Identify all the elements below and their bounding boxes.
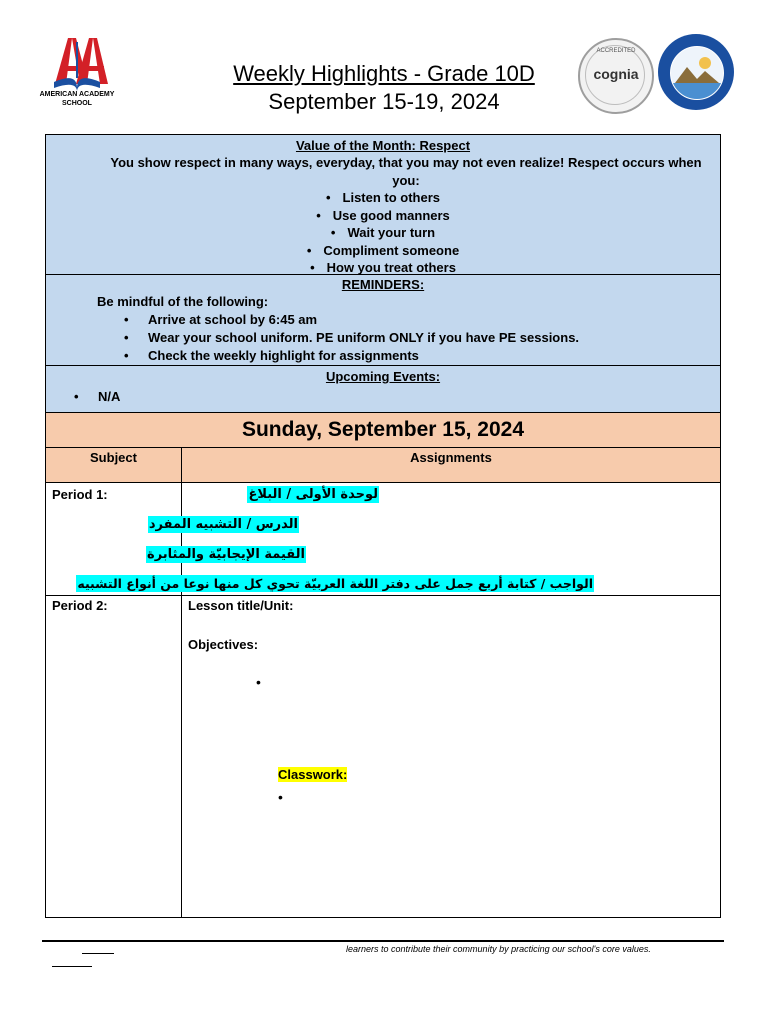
period-1-line-1: لوحدة الأولى / البلاغ <box>248 487 378 502</box>
reminders-intro: Be mindful of the following: <box>97 294 269 309</box>
value-list <box>46 189 720 277</box>
cognia-name: cognia <box>593 66 639 82</box>
objectives-bullet: • <box>256 674 261 690</box>
classwork-label: Classwork: <box>278 767 348 782</box>
value-item: • Listen to others <box>46 189 720 207</box>
value-item: • Wait your turn <box>46 224 720 242</box>
day-heading-row <box>46 413 720 448</box>
value-item: • Use good manners <box>46 207 720 225</box>
value-intro: You show respect in many ways, everyday, that you may not even realize! Respect occurs when you: <box>110 155 702 188</box>
classwork-bullet: • <box>278 789 283 805</box>
value-item: • How you treat others <box>46 259 720 277</box>
reminder-item: • Wear your school uniform. PE uniform ONLY if you have PE sessions. <box>96 329 720 347</box>
upcoming-list <box>46 388 720 406</box>
title-line-1: Weekly Highlights - Grade 10D <box>233 61 535 86</box>
weekly-table <box>45 134 721 918</box>
school-name: AMERICAN ACADEMY SCHOOL <box>39 91 115 107</box>
value-title: Value of the Month: Respect <box>295 138 471 153</box>
footer-underline-1 <box>82 953 114 954</box>
reminders-title: REMINDERS: <box>341 277 425 292</box>
upcoming-events-section <box>46 366 720 413</box>
period-1-label: Period 1: <box>52 487 108 502</box>
reminder-item: • Check the weekly highlight for assignments <box>96 347 720 365</box>
cognia-accredited-text: ACCREDITED <box>596 48 636 54</box>
footer-underline-2 <box>52 966 92 967</box>
column-header-row <box>46 448 720 483</box>
reminder-item: • Arrive at school by 6:45 am <box>96 311 720 329</box>
title-line-2: September 15-19, 2024 <box>268 89 500 114</box>
footer-text: learners to contribute their community by practicing our school's core values. <box>346 944 651 954</box>
reminders-list <box>46 311 720 365</box>
lesson-title-label: Lesson title/Unit: <box>188 598 294 613</box>
wasc-accreditation-badge <box>658 34 734 110</box>
footer-divider <box>42 940 724 942</box>
upcoming-item: • N/A <box>46 388 720 406</box>
objectives-label: Objectives: <box>188 637 259 652</box>
day-heading: Sunday, September 15, 2024 <box>241 418 525 441</box>
cognia-accreditation-badge <box>578 38 654 114</box>
col-subject: Subject <box>90 450 137 465</box>
reminders-section <box>46 275 720 366</box>
value-item: • Compliment someone <box>46 242 720 260</box>
period-1-line-2: الدرس / التشبيه المفرد <box>148 517 298 532</box>
period-2-label: Period 2: <box>52 598 108 613</box>
value-of-month-section <box>46 135 720 275</box>
col-assignments: Assignments <box>410 450 492 465</box>
upcoming-title: Upcoming Events: <box>325 369 441 384</box>
page-title <box>160 60 608 116</box>
period-1-line-4: الواجب / كتابة أربع جمل على دفتر اللغة العربيّة تحوي كل منها نوعا من أنواع التشبيه <box>77 576 593 591</box>
period-1-line-3: القيمة الإيجابيّة والمثابرة <box>147 547 305 562</box>
